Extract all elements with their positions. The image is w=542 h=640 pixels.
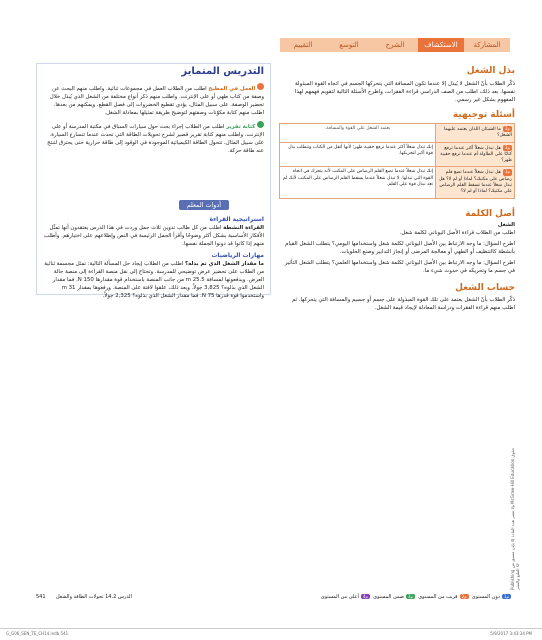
teacher-tools-bar <box>36 200 269 212</box>
word-origin-question-2: اطرح السؤال: ما وجه الارتباط بين الأصل اليوناني لكلمة شغل واستخدامها العلمي؟ يتطلب الشغل التأثير في جسم ما وتحريكه في حدوث شيء ما. <box>284 259 515 274</box>
page-number: 541 <box>36 594 46 600</box>
tab-evaluate[interactable]: التقييم <box>280 38 326 52</box>
guiding-questions-table <box>279 123 515 199</box>
word-origin-term: الشغل <box>497 221 515 228</box>
table-row <box>280 167 515 198</box>
tab-explore[interactable]: الاستكشاف <box>418 38 464 52</box>
word-origin-text: اطلب من الطلاب قراءة الأصل اليوناني لكلمة شغل. <box>399 229 515 236</box>
lesson-title: الدرس 14.2 تحولات الطاقة والشغل <box>56 594 132 600</box>
answer-cell: إنك تبذل شغلاً عندما تضع القلم الرصاص على المكتب لأنه يتحرك في اتجاه القوة التي تبذلها. لا تبذل شغلاً عندما يسقط القلم الرصاص على المكتب لأنك لم تعد تبذل قوة على القلم. <box>280 167 436 198</box>
tab-engage[interactable]: المشاركة <box>464 38 510 52</box>
right-column <box>283 66 515 312</box>
kitchen-activity: العمل في المطبخ اطلب من الطلاب العمل في مجموعات ثنائية. واطلب منهم البحث عن وصفة من كتاب طهي أو على الإنترنت. واطلب منهم ذكر أنواع مختلفة من الشغل الذي يُبذل خلال تحضير الوصفة. على سبيل المثال، يؤدي تقطيع الخضروات إلى فصل القطع، ويمكنهم من بعدها. اطلب منهم كتابة مكوّنات وصفتهم لتوضيح طريقة تمثيلها بمعادلة الشغل. <box>42 83 264 117</box>
section-tabs <box>280 38 510 52</box>
reading-strategy-title: استراتيجية القراءة <box>209 216 264 223</box>
level-badge: م3 <box>504 144 510 150</box>
level-badge: م3 <box>504 126 510 131</box>
print-slug <box>0 628 542 639</box>
question-cell: م3هل تبذل شغلاً عندما تضع قلم رصاص على مكتبك؟ لماذا أو لم لا؟ هل تبذل شغلاً عندما تسقط القلم الرصاص على مكتبك؟ لماذا أو لم لا؟ <box>436 167 515 198</box>
word-origin-question-1: اطرح السؤال: ما وجه الارتباط بين الأصل اليوناني لكلمة شغل واستخدامها اليومي؟ يتطلب الشغل القيام بأنشطة كالتنظيف أو الطهي أو معالجة المرضى أو إنجاز التدابير وصنع الحلويات. <box>285 240 515 255</box>
answer-cell: يعتمد الشغل على القوة والمسافة. <box>280 124 436 143</box>
table-row <box>280 142 515 167</box>
table-row <box>280 124 515 143</box>
print-file: G_G06_SEN_TE_CH14.indb 541 <box>6 631 69 636</box>
section-title-calculating-work: حساب الشغل <box>455 282 515 293</box>
level-key: م1دون المستوى م2قريب من المستوى م3ضمن المستوى م4أعلى من المستوى <box>320 594 509 600</box>
copyright-side-text: Publishing ولا تنشر هذه المادة إلا بإذن مسبق من McGraw-Hill Education حقوق الطبع والنشر © <box>510 447 520 590</box>
section-title-word-origin: أصل الكلمة <box>465 208 515 219</box>
math-skills-text: ما مقدار الشغل الذي تم بذله؟ اطلب من الطلاب إيجاد حل المسألة التالية: تمثل مجسمة ثنائية من الطلاب على تحضير عرض توضيحي للمدرسة. وتحتاج إلى نقل منصة القراءة إلى منصة حالة العرض. ويدفعونها لمسافة 25.5 m من جانب المنصة باستخدام قوة مقدارها 150 N. فما مقدار الشغل الذي بذلوه؟ 3,825 جولاً. وبعد ذلك، علقوا لافتة على المنصة. ورفعوها بمقدار 31 m واستخدموا قوة قدرها 75 N. فما مقدار الشغل الذي بذلوه؟ 2,325 جولاً. <box>44 261 264 299</box>
level-badge: م3 <box>504 169 510 175</box>
reading-strategy-text: القراءة النشطة اطلب من كل طالب تدوين ثلاث جمل وردت في هذا الدرس يعتقدون أنها تمثّل الأفكار الأساسية بشكل أكثر وضوحًا وأقرأ الجمل الرئيسة في النص وإطلاعهم على اختيارهم. وأطلب منهم إذا كانوا قد دونوا الجملة نفسها. <box>43 225 264 247</box>
level-marker <box>257 121 264 128</box>
report-activity: كتابة تقرير اطلب من الطلاب إجراء بحث حول سيارات السباق في مكتبة المدرسة أو على الإنترنت. واطلب منهم كتابة تقرير قصير لشرح تحويلات الطاقة التي تحدث عندما تتسارع السيارة. على سبيل المثال، تتحول الطاقة الكيميائية الموجودة في الوقود إلى طاقة حرارية حتى يحترق لتنتج عنه طاقة حركة. <box>42 121 264 155</box>
level-marker <box>257 83 264 90</box>
calculating-work-text: ذكّر الطلاب بأنّ الشغل يعتمد على تلك القوة المبذولة على جسم أو جسيم والمسافة التي يتحركها. ثم اطلب منهم قراءة الفقرات ودراسة المعادلة لإيجاد قيمة الشغل. <box>291 296 515 311</box>
question-cell: م3ما الشيئان اللذان يعتمد عليهما الشغل؟ <box>436 124 515 143</box>
teacher-tools-label: أدوات المعلم <box>179 200 229 210</box>
section-text-doing-work: ذكّر الطلاب بأنّ الشغل لا يُبذل إلا عندما تكون المسافة التي يتحركها الجسم في اتجاه القوة المبذولة نفسها. بعد ذلك، اطلب من الصف الدراسي قراءة الفقرات، واطرح الأسئلة التالية لتقويم فهمهم لهذا المفهوم بشكل غير رسمي. <box>294 81 515 103</box>
teacher-tools <box>42 216 264 300</box>
math-skills-title: مهارات الرياضيات <box>211 252 264 259</box>
question-cell: م3هل تبذل شغلاً أكثر عندما ترفع كتابًا على الطاولة أم عندما ترفع حقيبة ظهر؟ <box>436 142 515 167</box>
page-footer <box>36 594 521 606</box>
answer-cell: إنك تبذل شغلاً أكثر عندما ترفع حقيبة ظهر؛ لأنها أثقل من الكتاب وتتطلب بذل قوة أكبر لتحريكها. <box>280 142 436 167</box>
tab-explain[interactable]: الشرح <box>372 38 418 52</box>
section-title-doing-work: بذل الشغل <box>466 66 515 76</box>
tab-elaborate[interactable]: التوسع <box>326 38 372 52</box>
differentiated-title: التدريس المتمايز <box>181 66 264 77</box>
differentiated-instruction <box>42 66 264 155</box>
print-stamp: 5/9/2017 3:43:34 PM <box>490 631 532 636</box>
guiding-questions-title: أسئلة توجيهية <box>452 110 515 120</box>
